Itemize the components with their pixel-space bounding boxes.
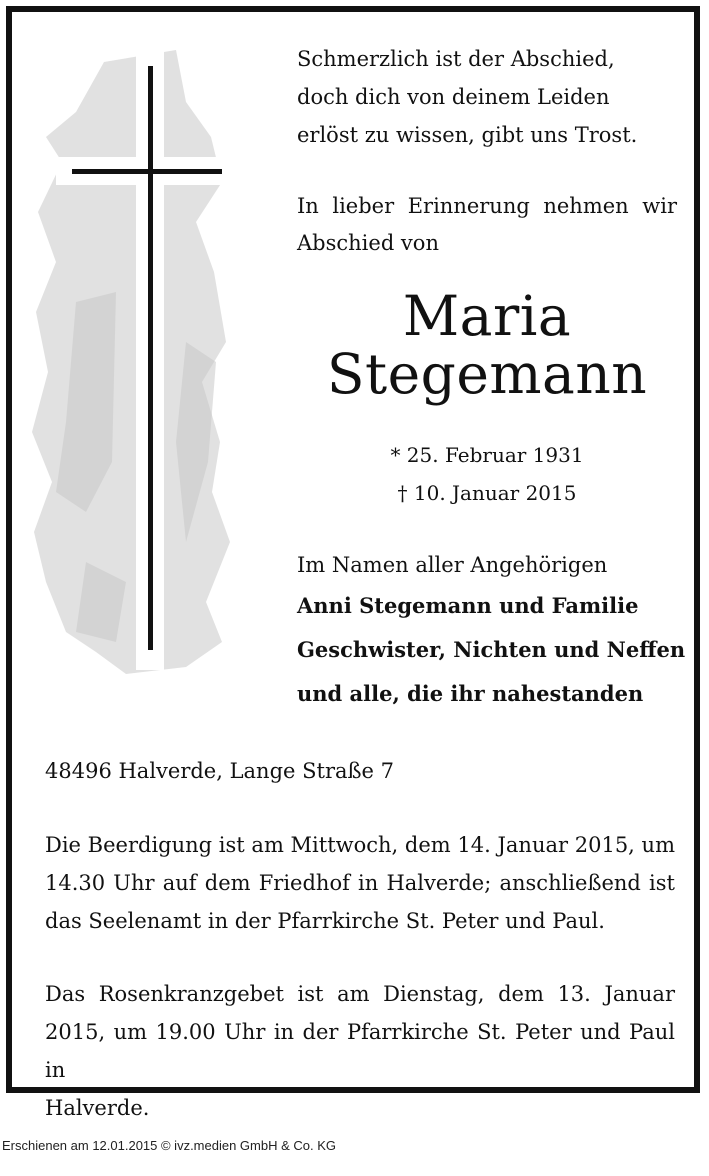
publication-footer: Erschienen am 12.01.2015 © ivz.medien GmbH & Co. KG (2, 1138, 337, 1153)
funeral-line: das Seelenamt in der Pfarrkirche St. Peter und Paul. (45, 909, 605, 933)
rosary-line: Das Rosenkranzgebet ist am Dienstag, dem 13. Januar (45, 982, 675, 1006)
birth-date: * 25. Februar 1931 (390, 443, 584, 467)
mourner-name: Anni Stegemann und Familie (297, 593, 639, 618)
verse (297, 40, 677, 154)
mourners-lead: Im Namen aller Angehörigen (297, 553, 608, 577)
mourner-name: Geschwister, Nichten und Neffen (297, 637, 686, 662)
life-dates (282, 436, 692, 512)
funeral-notice (45, 826, 675, 940)
cross-icon (26, 42, 236, 682)
mourners (297, 546, 687, 716)
verse-line: doch dich von deinem Leiden (297, 85, 610, 109)
rosary-line: Halverde. (45, 1096, 150, 1120)
last-name: Stegemann (326, 342, 648, 406)
verse-line: erlöst zu wissen, gibt uns Trost. (297, 123, 638, 147)
mourner-name: und alle, die ihr nahestanden (297, 681, 644, 706)
address: 48496 Halverde, Lange Straße 7 (45, 759, 394, 783)
funeral-line: 14.30 Uhr auf dem Friedhof in Halverde; anschließend ist (45, 871, 675, 895)
rosary-line: 2015, um 19.00 Uhr in der Pfarrkirche St. Peter und Paul in (45, 1020, 675, 1082)
deceased-name (282, 284, 692, 406)
funeral-line: Die Beerdigung ist am Mittwoch, dem 14. Januar 2015, um (45, 833, 675, 857)
intro-text (297, 188, 677, 262)
death-date: † 10. Januar 2015 (397, 481, 577, 505)
intro-line: Abschied von (297, 231, 439, 255)
rosary-notice (45, 975, 675, 1127)
obituary-frame (6, 6, 700, 1120)
first-name: Maria (402, 284, 572, 348)
verse-line: Schmerzlich ist der Abschied, (297, 47, 615, 71)
intro-line: In lieber Erinnerung nehmen wir (297, 194, 677, 218)
